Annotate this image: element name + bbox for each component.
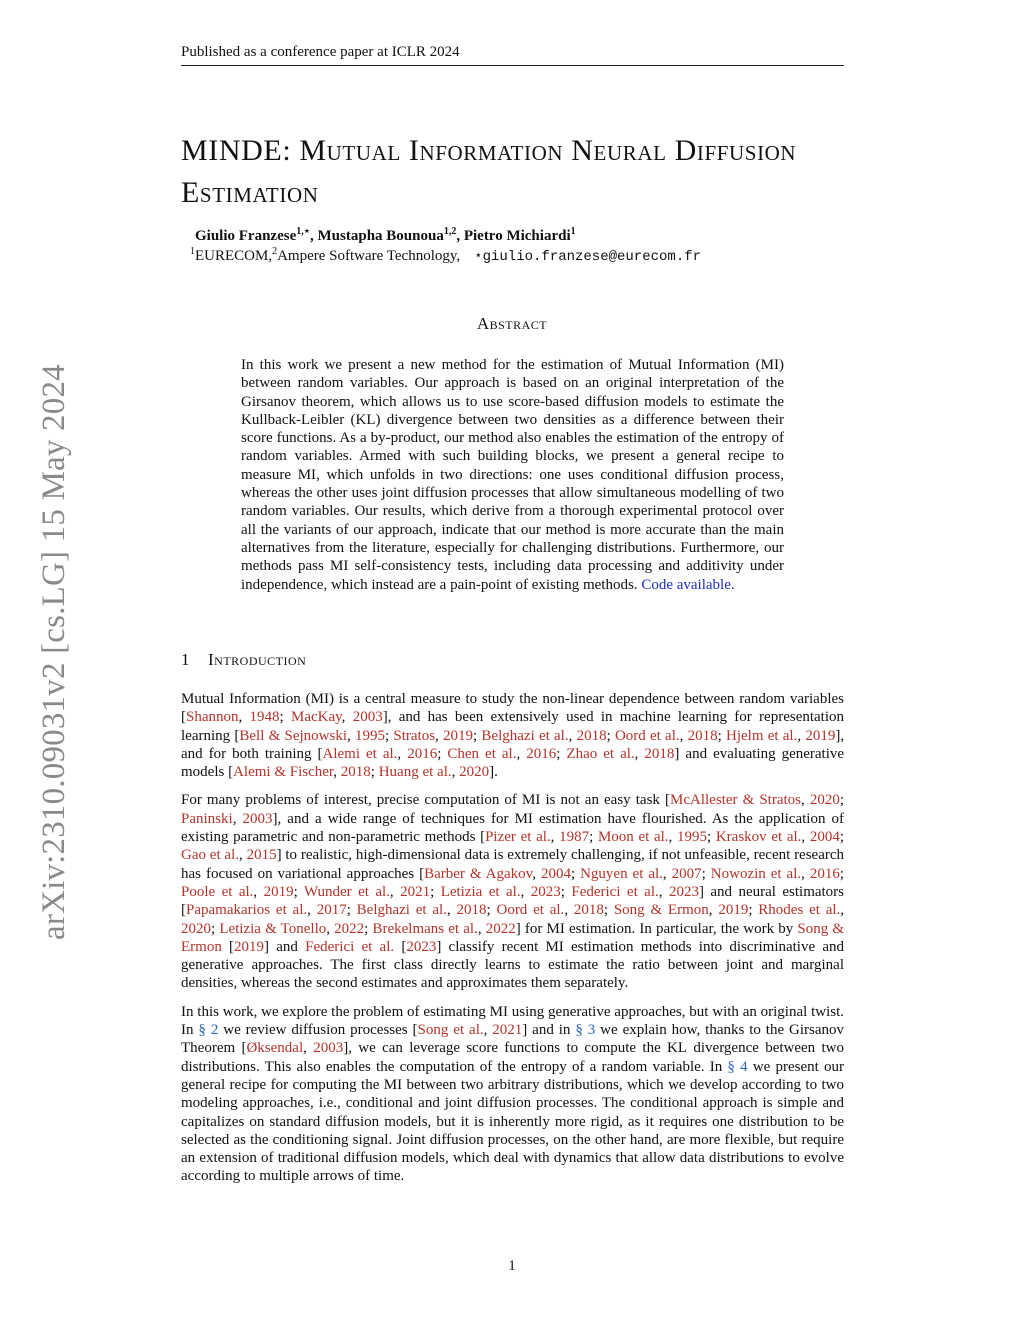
citation-link[interactable]: Alemi et al. bbox=[322, 745, 398, 762]
citation-link[interactable]: Belghazi et al. bbox=[481, 727, 569, 744]
page-number: 1 bbox=[508, 1258, 516, 1274]
paper-title: MINDE: Mutual Information Neural Diffusion Estimation bbox=[181, 134, 797, 209]
author-name: Giulio Franzese bbox=[195, 228, 297, 244]
citation-link[interactable]: Hjelm et al. bbox=[726, 727, 798, 744]
code-available-link[interactable]: Code available. bbox=[641, 576, 735, 593]
citation-link[interactable]: 2021 bbox=[400, 883, 431, 900]
author-sup: 1,2 bbox=[443, 226, 457, 237]
abstract-text: In this work we present a new method for the estimation of Mutual Information (MI) between random variables. Our approach is based on an original interpretation of the Girsanov theorem, which allows us to use score-based diffusion models to estimate the Kullback-Leibler (KL) divergence between two densities as a difference between their score functions. As a by-product, our method also enables the estimation of the entropy of random variables. Armed with such building blocks, we present a general recipe to measure MI, which unfolds in two directions: one uses conditional diffusion process, whereas the other uses joint diffusion processes that allow simultaneous modelling of two random variables. Our results, which derive from a thorough experimental protocol over all the variants of our approach, indicate that our method is more accurate than the main alternatives from the literature, especially for challenging distributions. Furthermore, our methods pass MI self-consistency tests, including data processing and additivity under independence, which instead are a pain-point of existing methods. Code available. bbox=[241, 357, 784, 593]
citation-link[interactable]: Alemi & Fischer bbox=[233, 764, 334, 781]
citation-link[interactable]: 2004 bbox=[540, 865, 571, 882]
citation-link[interactable]: Federici et al. bbox=[305, 938, 395, 955]
citation-link[interactable]: 2018 bbox=[687, 727, 718, 744]
citation-link[interactable]: Song et al. bbox=[417, 1022, 484, 1039]
citation-link[interactable]: 2007 bbox=[671, 865, 702, 882]
citation-link[interactable]: Oord et al. bbox=[496, 902, 565, 919]
citation-link[interactable]: Rhodes et al. bbox=[758, 902, 841, 919]
section-ref-link[interactable]: § 2 bbox=[198, 1022, 219, 1039]
intro-body bbox=[181, 690, 844, 1196]
citation-link[interactable]: MacKay bbox=[290, 709, 342, 726]
paragraph: In this work, we explore the problem of estimating MI using generative approaches, but with an original twist. In § 2 we review diffusion processes [Song et al., 2021] and in § 3 we explain how, thanks to the Girsanov Theorem [Øksendal, 2003], we can leverage score functions to compute the KL divergence between two distributions. This also enables the computation of the entropy of a random variable. In § 4 we present our general recipe for computing the MI between two arbitrary distributions, which we develop according to two modeling approaches, i.e., conditional and joint diffusion processes. The conditional approach is simple and capitalizes on standard diffusion models, but it is inherently more rigid, as it requires one distribution to be selected as the conditioning signal. Joint diffusion processes, on the other hand, are more flexible, but require an extension of traditional diffusion models, which deal with dynamics that allow data distributions to evolve according to multiple arrows of time. bbox=[181, 1003, 845, 1185]
citation-link[interactable]: 2016 bbox=[526, 745, 557, 762]
citation-link[interactable]: 2023 bbox=[668, 883, 699, 900]
citation-link[interactable]: Huang et al. bbox=[378, 764, 452, 781]
citation-link[interactable]: 2018 bbox=[573, 902, 604, 919]
citation-link[interactable]: 2016 bbox=[809, 865, 840, 882]
citation-link[interactable]: Barber & Agakov bbox=[424, 865, 533, 882]
citation-link[interactable]: 2019 bbox=[263, 883, 294, 900]
author-sup: 1,⋆ bbox=[296, 226, 311, 237]
citation-link[interactable]: Bell & Sejnowski bbox=[239, 727, 347, 744]
citation-link[interactable]: Nowozin et al. bbox=[710, 865, 802, 882]
citation-link[interactable]: 1948 bbox=[249, 709, 280, 726]
citation-link[interactable]: 2018 bbox=[576, 727, 607, 744]
citation-link[interactable]: 2022 bbox=[334, 920, 365, 937]
citation-link[interactable]: 2023 bbox=[406, 938, 437, 955]
citation-link[interactable]: 1995 bbox=[354, 727, 385, 744]
section-heading bbox=[181, 650, 306, 670]
paragraph: Mutual Information (MI) is a central measure to study the non-linear dependence between random variables [Shannon, 1948; MacKay, 2003], and has been extensively used in machine learning for representation learning [Bell & Sejnowski, 1995; Stratos, 2019; Belghazi et al., 2018; Oord et al., 2018; Hjelm et al., 2019], and for both training [Alemi et al., 2016; Chen et al., 2016; Zhao et al., 2018] and evaluating generative models [Alemi & Fischer, 2018; Huang et al., 2020]. bbox=[181, 691, 845, 781]
citation-link[interactable]: 2018 bbox=[644, 745, 675, 762]
citation-link[interactable]: Song & Ermon bbox=[613, 902, 709, 919]
citation-link[interactable]: 2003 bbox=[313, 1040, 344, 1057]
citation-link[interactable]: Paninski bbox=[181, 810, 233, 827]
citation-link[interactable]: Papamakarios et al. bbox=[186, 902, 308, 919]
citation-link[interactable]: 1995 bbox=[676, 829, 707, 846]
affiliations: $^1$EURECOM,$^2$Ampere Software Technology, ⋆giulio.franzese@eurecom.fr bbox=[190, 246, 702, 265]
citation-link[interactable]: 2018 bbox=[340, 764, 371, 781]
running-header: Published as a conference paper at ICLR 2024 bbox=[181, 42, 844, 66]
citation-link[interactable]: Stratos bbox=[393, 727, 436, 744]
citation-link[interactable]: Shannon bbox=[186, 709, 239, 726]
citation-link[interactable]: Brekelmans et al. bbox=[372, 920, 478, 937]
citation-link[interactable]: 2019 bbox=[805, 727, 836, 744]
paragraph: For many problems of interest, precise computation of MI is not an easy task [McAllester & Stratos, 2020; Paninski, 2003], and a wide range of techniques for MI estimation have flourished. As the application of existing parametric and non-parametric methods [Pizer et al., 1987; Moon et al., 1995; Kraskov et al., 2004; Gao et al., 2015] to realistic, high-dimensional data is extremely challenging, if not unfeasible, recent research has focused on variational approaches [Barber & Agakov, 2004; Nguyen et al., 2007; Nowozin et al., 2016; Poole et al., 2019; Wunder et al., 2021; Letizia et al., 2023; Federici et al., 2023] and neural estimators [Papamakarios et al., 2017; Belghazi et al., 2018; Oord et al., 2018; Song & Ermon, 2019; Rhodes et al., 2020; Letizia & Tonello, 2022; Brekelmans et al., 2022] for MI estimation. In particular, the work by Song & Ermon [2019] and Federici et al. [2023] classify recent MI estimation methods into discriminative and generative approaches. The first class directly learns to estimate the ratio between joint and marginal densities, whereas the second estimates and approximates them separately. bbox=[181, 792, 845, 992]
abstract-heading: Abstract bbox=[476, 314, 548, 333]
citation-link[interactable]: Belghazi et al. bbox=[356, 902, 447, 919]
citation-link[interactable]: 2023 bbox=[530, 883, 561, 900]
citation-link[interactable]: Nguyen et al. bbox=[580, 865, 663, 882]
author-name: Mustapha Bounoua bbox=[317, 228, 444, 244]
author-name: Pietro Michiardi bbox=[463, 228, 571, 244]
citation-link[interactable]: 2022 bbox=[485, 920, 516, 937]
citation-link[interactable]: Wunder et al. bbox=[303, 883, 390, 900]
citation-link[interactable]: 1987 bbox=[559, 829, 590, 846]
citation-link[interactable]: 2020 bbox=[809, 792, 840, 809]
citation-link[interactable]: Federici et al. bbox=[571, 883, 659, 900]
citation-link[interactable]: 2019 bbox=[234, 938, 265, 955]
citation-link[interactable]: 2017 bbox=[316, 902, 347, 919]
citation-link[interactable]: 2018 bbox=[456, 902, 487, 919]
citation-link[interactable]: McAllester & Stratos bbox=[670, 792, 801, 809]
citation-link[interactable]: Moon et al. bbox=[597, 829, 669, 846]
citation-link[interactable]: Poole et al. bbox=[181, 883, 254, 900]
arxiv-stamp: arXiv:2310.09031v2 [cs.LG] 15 May 2024 bbox=[36, 364, 72, 940]
section-ref-link[interactable]: § 3 bbox=[575, 1022, 596, 1039]
author-list: Giulio Franzese$^{1,⋆}$, Mustapha Bounoua$^{1,2}$, Pietro Michiardi$^1$ bbox=[195, 226, 576, 244]
citation-link[interactable]: Letizia & Tonello bbox=[219, 920, 327, 937]
author-email[interactable]: ⋆giulio.franzese@eurecom.fr bbox=[474, 249, 702, 265]
citation-link[interactable]: 2016 bbox=[407, 745, 438, 762]
citation-link[interactable]: Gao et al. bbox=[181, 847, 239, 864]
citation-link[interactable]: Oord et al. bbox=[614, 727, 680, 744]
citation-link[interactable]: Kraskov et al. bbox=[715, 829, 802, 846]
citation-link[interactable]: 2003 bbox=[242, 810, 273, 827]
citation-link[interactable]: Letizia et al. bbox=[440, 883, 521, 900]
citation-link[interactable]: 2021 bbox=[492, 1022, 523, 1039]
citation-link[interactable]: Song & Ermon bbox=[181, 920, 845, 955]
citation-link[interactable]: 2004 bbox=[809, 829, 840, 846]
citation-link[interactable]: 2019 bbox=[718, 902, 749, 919]
section-ref-link[interactable]: § 4 bbox=[727, 1058, 748, 1075]
citation-link[interactable]: 2019 bbox=[443, 727, 474, 744]
citation-link[interactable]: Øksendal bbox=[246, 1040, 304, 1057]
citation-link[interactable]: 2015 bbox=[246, 847, 277, 864]
section-number: 1 bbox=[181, 650, 190, 669]
citation-link[interactable]: Pizer et al. bbox=[485, 829, 551, 846]
citation-link[interactable]: 2003 bbox=[352, 709, 383, 726]
citation-link[interactable]: Chen et al. bbox=[447, 745, 517, 762]
section-title: Introduction bbox=[208, 650, 307, 669]
citation-link[interactable]: 2020 bbox=[459, 764, 490, 781]
author-sup: 1 bbox=[570, 226, 576, 237]
citation-link[interactable]: 2020 bbox=[181, 920, 211, 937]
citation-link[interactable]: Zhao et al. bbox=[566, 745, 635, 762]
